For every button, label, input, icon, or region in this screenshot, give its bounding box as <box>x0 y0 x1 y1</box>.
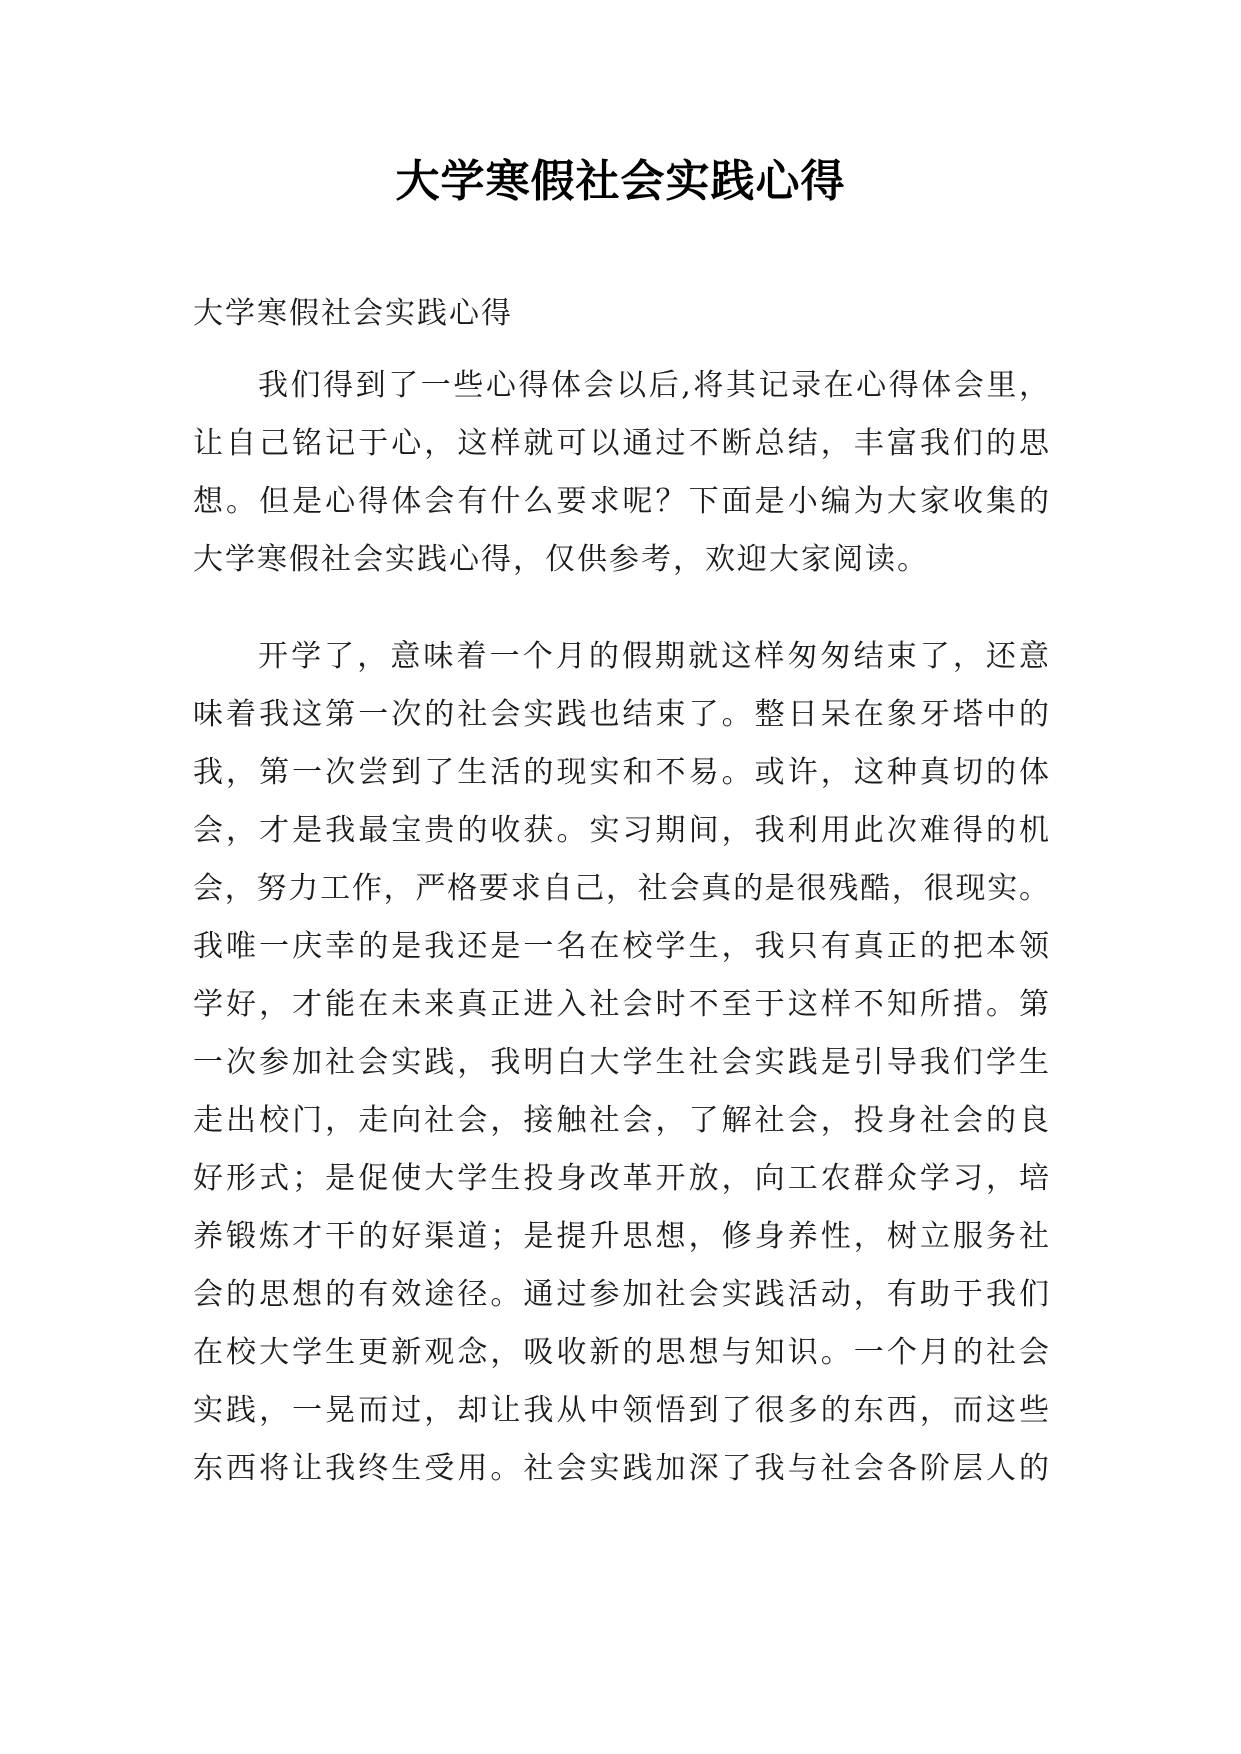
paragraph-2-line-13: 在校大学生更新观念，吸收新的思想与知识。一个月的社会 <box>193 1335 1049 1370</box>
paragraph-1-line-1: 我们得到了一些心得体会以后,将其记录在心得体会里， <box>258 368 1049 403</box>
paragraph-2-line-4: 会，才是我最宝贵的收获。实习期间，我利用此次难得的机 <box>193 813 1049 848</box>
paragraph-2-line-9: 走出校门，走向社会，接触社会，了解社会，投身社会的良 <box>193 1103 1049 1138</box>
document-title: 大学寒假社会实践心得 <box>395 156 846 207</box>
paragraph-2-line-15: 东西将让我终生受用。社会实践加深了我与社会各阶层人的 <box>193 1451 1049 1486</box>
paragraph-2-line-10: 好形式；是促使大学生投身改革开放，向工农群众学习，培 <box>193 1161 1049 1196</box>
paragraph-2-line-12: 会的思想的有效途径。通过参加社会实践活动，有助于我们 <box>193 1277 1049 1312</box>
paragraph-2-line-8: 一次参加社会实践，我明白大学生社会实践是引导我们学生 <box>193 1045 1049 1080</box>
document-subtitle: 大学寒假社会实践心得 <box>193 296 513 331</box>
paragraph-2-line-2: 味着我这第一次的社会实践也结束了。整日呆在象牙塔中的 <box>193 697 1049 732</box>
paragraph-2-line-14: 实践，一晃而过，却让我从中领悟到了很多的东西，而这些 <box>193 1393 1049 1428</box>
paragraph-2-line-1: 开学了，意味着一个月的假期就这样匆匆结束了，还意 <box>258 639 1049 674</box>
paragraph-1-line-3: 想。但是心得体会有什么要求呢？下面是小编为大家收集的 <box>193 484 1049 519</box>
paragraph-1-line-4: 大学寒假社会实践心得，仅供参考，欢迎大家阅读。 <box>193 542 929 577</box>
paragraph-1-line-2: 让自己铭记于心，这样就可以通过不断总结，丰富我们的思 <box>193 426 1049 461</box>
paragraph-2-line-5: 会，努力工作，严格要求自己，社会真的是很残酷，很现实。 <box>193 871 1049 906</box>
paragraph-2-line-11: 养锻炼才干的好渠道；是提升思想，修身养性，树立服务社 <box>193 1219 1049 1254</box>
paragraph-2-line-3: 我，第一次尝到了生活的现实和不易。或许，这种真切的体 <box>193 755 1049 790</box>
paragraph-2-line-6: 我唯一庆幸的是我还是一名在校学生，我只有真正的把本领 <box>193 929 1049 964</box>
paragraph-2-line-7: 学好，才能在未来真正进入社会时不至于这样不知所措。第 <box>193 987 1049 1022</box>
